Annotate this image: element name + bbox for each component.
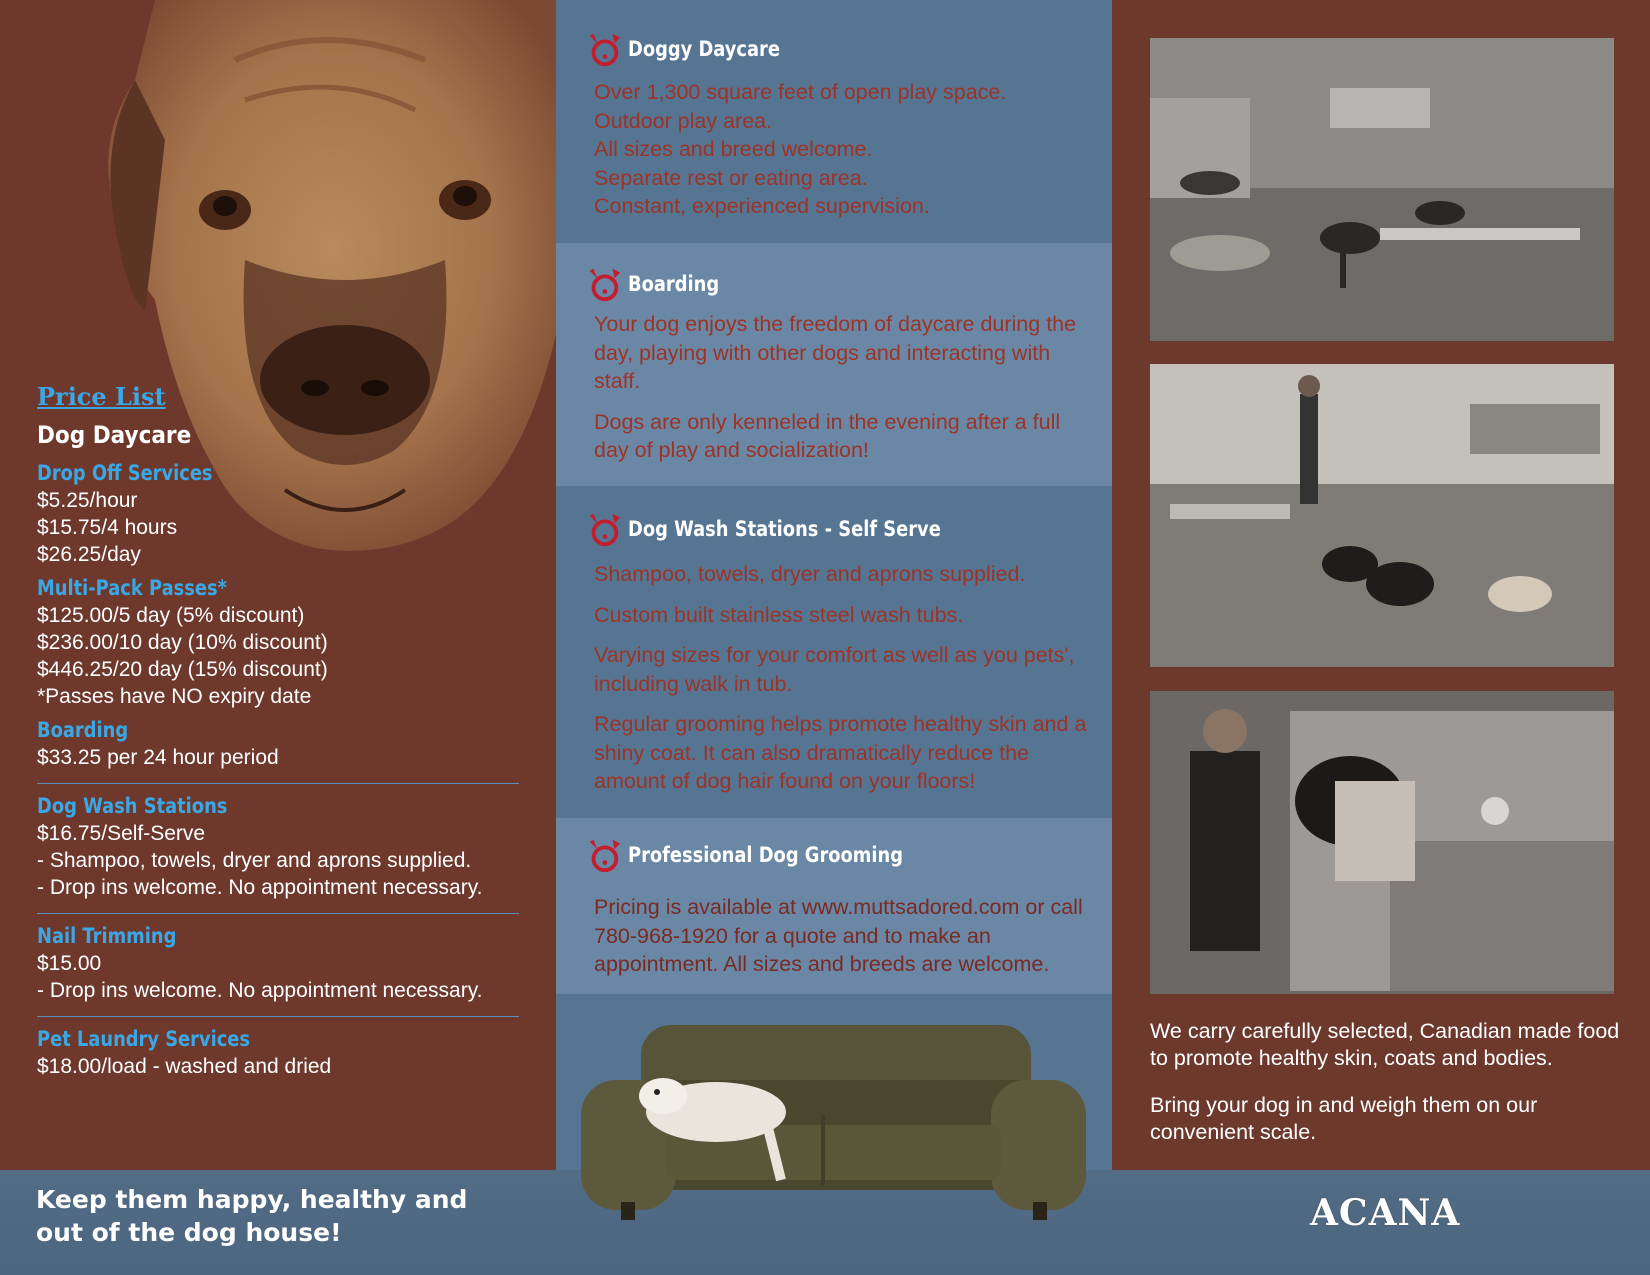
price-line: $15.75/4 hours — [37, 516, 178, 539]
text-paragraph: Shampoo, towels, dryer and aprons supplied. — [594, 562, 1026, 586]
section-heading — [584, 510, 996, 548]
food-info-text — [1150, 1018, 1620, 1166]
daycare-playroom-photo — [1150, 38, 1614, 341]
price-list — [37, 382, 523, 1080]
price-line: $446.25/20 day (15% discount) — [37, 658, 328, 681]
category-title: Multi-Pack Passes* — [37, 576, 227, 600]
text-paragraph: Pricing is available at www.muttsadored.com or call 780-968-1920 for a quote and to make an appointment. All sizes and breeds are welcome. — [594, 895, 1083, 976]
category-drop-off — [37, 461, 523, 568]
category-pet-laundry — [37, 1027, 523, 1080]
category-title: Nail Trimming — [37, 924, 177, 948]
category-dog-wash — [37, 794, 523, 901]
section-heading — [584, 30, 807, 68]
scale-paragraph: Bring your dog in and weigh them on our convenient scale. — [1150, 1093, 1538, 1144]
sofa-with-dog-illustration — [581, 1020, 1086, 1225]
price-line: $15.00 — [37, 952, 102, 975]
section-doggy-daycare — [556, 0, 1112, 243]
acana-logo: ACANA — [1310, 1192, 1461, 1234]
section-heading — [584, 265, 735, 303]
tagline-line-1: Keep them happy, healthy and — [36, 1185, 468, 1214]
price-line: $26.25/day — [37, 543, 141, 566]
text-paragraph: Your dog enjoys the freedom of daycare during the day, playing with other dogs and interacting with staff. — [594, 312, 1077, 393]
divider — [37, 1016, 519, 1017]
section-title: Boarding — [628, 272, 720, 296]
text-paragraph: Varying sizes for your comfort as well as you pets', including walk in tub. — [594, 643, 1075, 696]
text-line: Over 1,300 square feet of open play space. — [594, 80, 1007, 104]
section-title: Professional Dog Grooming — [628, 843, 904, 867]
price-line: *Passes have NO expiry date — [37, 685, 312, 708]
price-line: - Shampoo, towels, dryer and aprons supplied. — [37, 849, 472, 872]
text-paragraph: Dogs are only kenneled in the evening after a full day of play and socialization! — [594, 409, 1061, 462]
price-line: $18.00/load - washed and dried — [37, 1055, 332, 1078]
price-line: $5.25/hour — [37, 489, 138, 512]
divider — [37, 783, 519, 784]
middle-panel — [556, 0, 1112, 1275]
section-text — [594, 310, 1094, 477]
price-list-title: Price List — [37, 382, 166, 411]
section-text — [594, 78, 1094, 221]
section-title: Doggy Daycare — [628, 37, 780, 61]
category-boarding — [37, 718, 523, 771]
section-title: Dog Wash Stations - Self Serve — [628, 517, 941, 541]
price-line: - Drop ins welcome. No appointment necessary. — [37, 979, 483, 1002]
category-nail-trimming — [37, 924, 523, 1004]
category-title: Pet Laundry Services — [37, 1027, 251, 1051]
text-paragraph: Regular grooming helps promote healthy skin and a shiny coat. It can also dramatically reduce the amount of dog hair found on your floors! — [594, 712, 1087, 793]
section-text — [594, 893, 1094, 991]
price-list-subtitle: Dog Daycare — [37, 421, 192, 449]
dog-head-icon — [584, 836, 622, 874]
text-line: All sizes and breed welcome. — [594, 137, 873, 161]
section-boarding — [556, 243, 1112, 486]
category-title: Boarding — [37, 718, 129, 742]
price-line: $236.00/10 day (10% discount) — [37, 631, 328, 654]
price-line: - Drop ins welcome. No appointment necessary. — [37, 876, 483, 899]
section-dog-wash — [556, 486, 1112, 818]
dog-head-icon — [584, 510, 622, 548]
text-line: Outdoor play area. — [594, 108, 773, 133]
category-title: Dog Wash Stations — [37, 794, 228, 818]
dog-wash-station-photo — [1150, 691, 1614, 994]
text-line: Separate rest or eating area. — [594, 165, 868, 190]
section-grooming — [556, 818, 1112, 994]
price-line: $33.25 per 24 hour period — [37, 746, 279, 769]
price-line: $16.75/Self-Serve — [37, 822, 206, 845]
text-line: Constant, experienced supervision. — [594, 194, 930, 218]
divider — [37, 913, 519, 914]
tagline-line-2: out of the dog house! — [36, 1218, 342, 1247]
dogs-with-staff-photo — [1150, 364, 1614, 667]
tagline — [36, 1183, 536, 1249]
category-title: Drop Off Services — [37, 461, 213, 485]
text-paragraph: Custom built stainless steel wash tubs. — [594, 602, 964, 627]
category-multi-pack — [37, 576, 523, 710]
food-paragraph: We carry carefully selected, Canadian made food to promote healthy skin, coats and bodies. — [1150, 1019, 1620, 1070]
dog-head-icon — [584, 30, 622, 68]
section-heading — [584, 836, 952, 874]
left-panel — [0, 0, 556, 1275]
section-text — [594, 560, 1094, 808]
dog-head-icon — [584, 265, 622, 303]
price-line: $125.00/5 day (5% discount) — [37, 604, 305, 627]
right-panel — [1112, 0, 1650, 1275]
